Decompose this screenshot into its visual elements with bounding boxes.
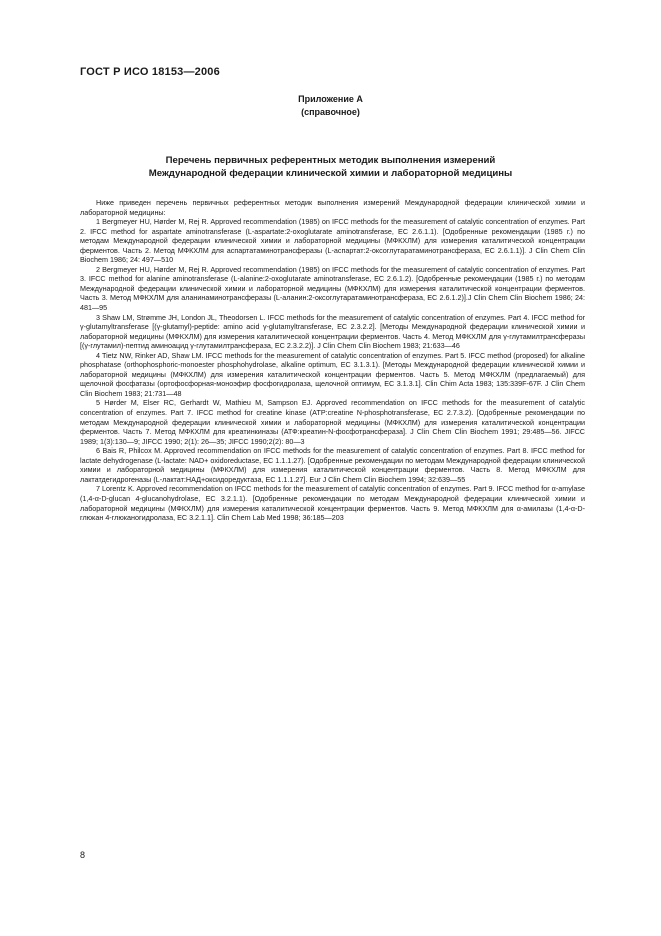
reference-list bbox=[80, 198, 585, 523]
reference-item: 7 Lorentz K. Approved recommendation on IFCC methods for the measurement of catalytic concentration of enzymes. Part 9. IFCC method for α-amylase (1,4-α-D-glucan 4-glucanohydrolase, EC 3.2.1.1). [Одобренные рекомендации по методам Международной федерации клинической химии и лабораторной медицины (МФКХЛМ) для измерения каталитической концентрации ферментов. Часть 9. Метод МФКХЛМ для α-амилазы (1,4-α-D-глюкан 4-глюканогидролаза, ЕС 3.2.1.1]. Clin Chem Lab Med 1998; 36:185—203 bbox=[80, 484, 585, 523]
reference-item: 1 Bergmeyer HU, Hørder M, Rej R. Approved recommendation (1985) on IFCC methods for the measurement of catalytic concentration of enzymes. Part 2. IFCC method for aspartate aminotransferase (L-aspartate:2-oxoglutarate aminotransferase, EC 2.6.1.1). [Одобренные рекомендации (1985 г.) по методам Международной федерации клинической химии и лабораторной медицины (МФКХЛМ) для измерения каталитической концентрации ферментов. Часть 2. Метод МФКХЛМ для аспартатаминотрансферазы (L-аспартат:2-оксоглутаратаминотрансфераза, ЕС 2.6.1.1)]. J Clin Chem Clin Biochem 1986; 24: 497—510 bbox=[80, 217, 585, 265]
section-title-line-1: Перечень первичных референтных методик выполнения измерений bbox=[165, 155, 496, 166]
appendix-label bbox=[0, 93, 661, 119]
section-title-line-2: Международной федерации клинической химии и лабораторной медицины bbox=[148, 168, 513, 179]
reference-item: 6 Bais R, Philcox M. Approved recommendation on IFCC methods for the measurement of catalytic concentration of enzymes. Part 8. IFCC method for lactate dehydrogenase (L-lactate: NAD+ oxidoreductase, EC 1.1.1.27). [Одобренные рекомендации по методам Международной федерации клинической химии и лабораторной медицины (МФКХЛМ) для измерения каталитической концентрации ферментов. Часть 8. Метод МФКХЛМ для лактатдегидрогеназы (L-лактат:НАД+оксидоредуктаза, ЕС 1.1.1.27]. Eur J Clin Chem Clin Biochem 1994; 32:639—55 bbox=[80, 446, 585, 484]
page-number: 8 bbox=[80, 850, 86, 860]
intro-paragraph: Ниже приведен перечень первичных референтных методик выполнения измерений Международной федерации клинической химии и лабораторной медицины: bbox=[80, 198, 585, 217]
reference-item: 4 Tietz NW, Rinker AD, Shaw LM. IFCC methods for the measurement of catalytic concentration of enzymes. Part 5. IFCC method (proposed) for alkaline phosphatase (orthophosphoric-monoester phosphohydrolase, alkaline optimum, EC 3.1.3.1). [Методы Международной федерации клинической химии и лабораторной медицины (МФКХЛМ) для измерения каталитической концентрации ферментов. Часть 5. Метод МФКХЛМ (предлагаемый) для щелочной фосфатазы (ортофосфорная-моноэфир фосфогидролаза, щелочной оптимум, ЕС 3.1.3.1]. Clin Chim Acta 1983; 135:339F-67F. J Clin Chem Clin Biochem 1983; 21:731—48 bbox=[80, 350, 585, 398]
appendix-title: Приложение А bbox=[298, 94, 363, 104]
reference-item: 5 Hørder M, Elser RC, Gerhardt W, Mathieu M, Sampson EJ. Approved recommendation on IFCC methods for the measurement of catalytic concentration of enzymes. Part 7. IFCC method for creatine kinase (ATP:creatine N-phosphotransferase, EC 2.7.3.2). [Одобренные рекомендации по методам Международной федерации клинической химии и лабораторной медицины (МФКХЛМ) для измерения каталитической концентрации ферментов. Часть 7. Метод МФКХЛМ для креатинкиназы (АТФ:креатин-N-фосфотрансфераза]. J Clin Chem Clin Biochem 1991; 29:485—56. JIFCC 1989; 1(3):130—9; JIFCC 1990; 2(1): 26—35; JIFCC 1990;2(2): 80—3 bbox=[80, 398, 585, 446]
document-header: ГОСТ Р ИСО 18153—2006 bbox=[80, 66, 220, 78]
reference-item: 2 Bergmeyer HU, Hørder M, Rej R. Approved recommendation (1985) on IFCC methods for the measurement of catalytic concentration of enzymes. Part 3. IFCC method for alanine aminotransferase (L-alanine:2-oxoglutarate aminotransferase, EC 2.6.1.2). [Одобренные рекомендации (1985 г.) по методам Международной федерации клинической химии и лабораторной медицины (МФКХЛМ) для измерения каталитической концентрации ферментов. Часть 3. Метод МФКХЛМ для аланинаминотрансферазы (L-аланин:2-оксоглутаратаминотрансфераза, ЕС 2.6.1.2)].J Clin Chem Clin Biochem 1986; 24: 481—95 bbox=[80, 264, 585, 313]
reference-item: 3 Shaw LM, Strømme JH, London JL, Theodorsen L. IFCC methods for the measurement of catalytic concentration of enzymes. Part 4. IFCC method for γ-glutamyltransferase [(γ-glutamyl)-peptide: amino acid γ-glutamyltransferase, EC 2.3.2.2]. [Методы Международной федерации клинической химии и лабораторной медицины (МФКХЛМ) для измерения каталитической концентрации ферментов. Часть 4. Метод МФКХЛМ для γ-глутамилтрансферазы [(γ-глутамил)-пептид аминоацид γ-глутамилтрансфераза, ЕС 2.3.2.2)]. J Clin Chem Clin Biochem 1983; 21:633—46 bbox=[80, 312, 585, 351]
section-title bbox=[0, 154, 661, 180]
appendix-type: (справочное) bbox=[301, 107, 360, 117]
